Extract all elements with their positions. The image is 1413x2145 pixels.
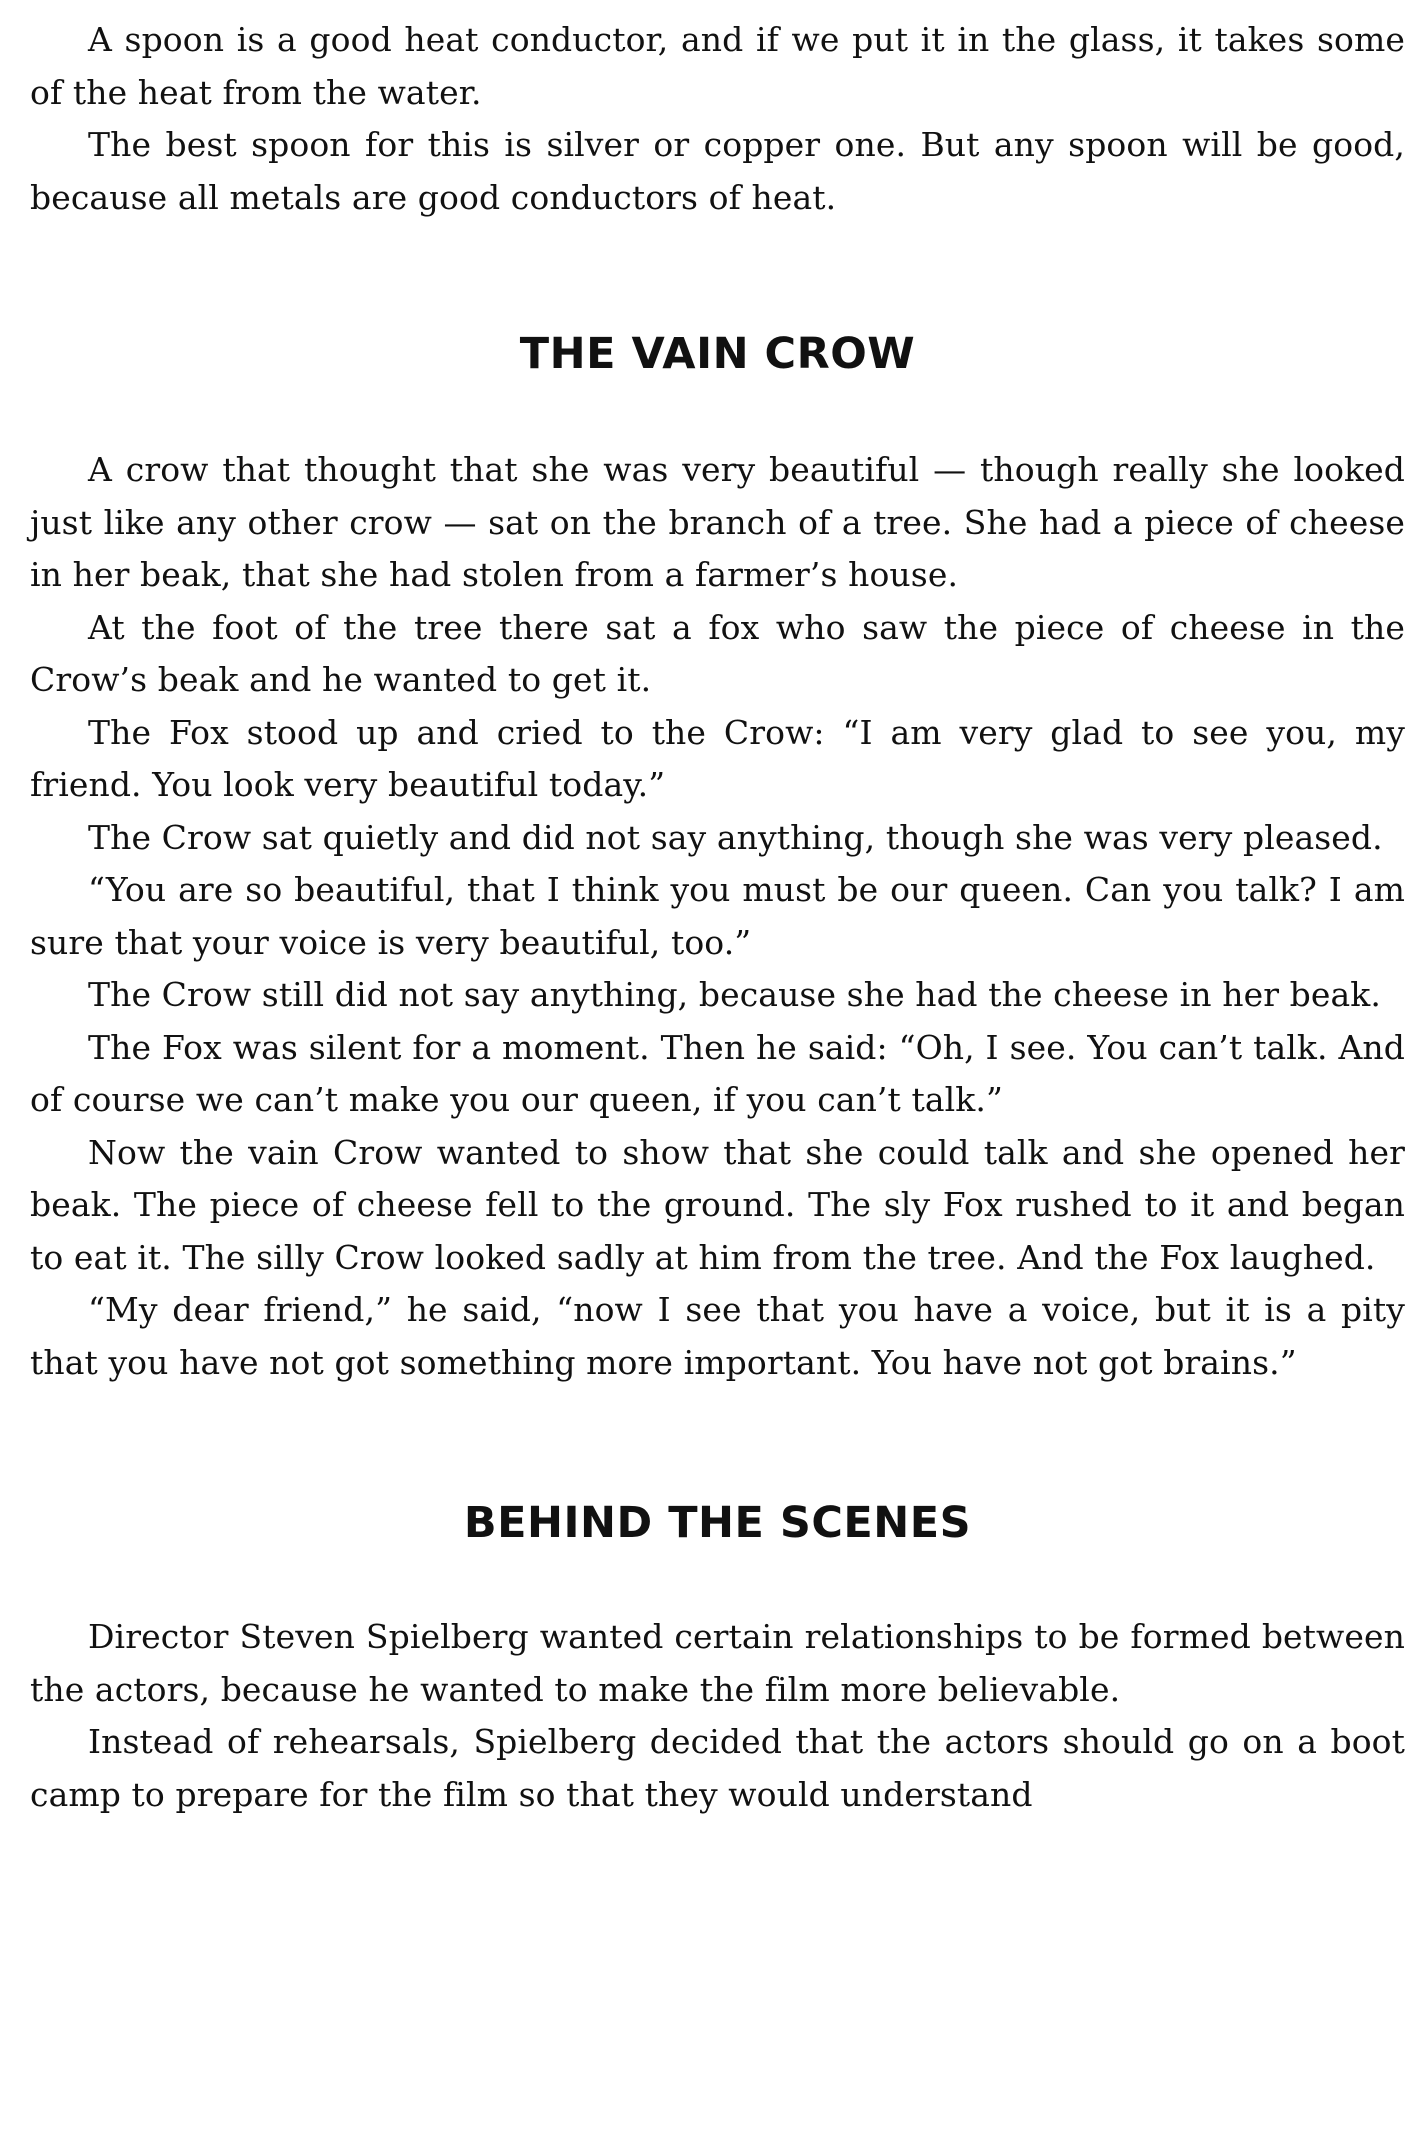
story-paragraph-3: The Fox stood up and cried to the Crow: “I am very glad to see you, my friend. You look very beautiful today.” [30,712,1405,804]
story-paragraph-4: The Crow sat quietly and did not say anything, though she was very pleased. [88,817,1383,857]
story-paragraph-6: The Crow still did not say anything, because she had the cheese in her beak. [88,975,1381,1014]
story-paragraph-7: The Fox was silent for a moment. Then he said: “Oh, I see. You can’t talk. And of course we can’t make you our queen, if you can’t talk.” [30,1027,1405,1119]
behind-title: BEHIND THE SCENES [463,1498,972,1548]
story-title: THE VAIN CROW [519,329,916,379]
intro-section [30,14,1405,224]
story-paragraph-1: A crow that thought that she was very beautiful — though really she looked just like any other crow — sat on the branch of a tree. She had a piece of cheese in her beak, that she had stolen from a farmer’s house. [30,450,1405,594]
document-page [30,14,1405,1821]
intro-paragraph-2: The best spoon for this is silver or copper one. But any spoon will be good, because all metals are good conductors of heat. [30,125,1405,217]
intro-paragraph-1: A spoon is a good heat conductor, and if we put it in the glass, it takes some of the heat from the water. [30,20,1405,112]
story-paragraph-2: At the foot of the tree there sat a fox who saw the piece of cheese in the Crow’s beak and he wanted to get it. [30,607,1405,699]
behind-section [30,1611,1405,1821]
story-section [30,444,1405,1389]
story-paragraph-9: “My dear friend,” he said, “now I see that you have a voice, but it is a pity that you have not got something more important. You have not got brains.” [30,1290,1405,1382]
story-paragraph-8: Now the vain Crow wanted to show that she could talk and she opened her beak. The piece of cheese fell to the ground. The sly Fox rushed to it and began to eat it. The silly Crow looked sadly at him from the tree. And the Fox laughed. [30,1132,1405,1277]
behind-paragraph-1: Director Steven Spielberg wanted certain relationships to be formed between the actors, because he wanted to make the film more believable. [30,1617,1405,1709]
story-paragraph-5: “You are so beautiful, that I think you must be our queen. Can you talk? I am sure that your voice is very beautiful, too.” [30,870,1405,962]
behind-paragraph-2: Instead of rehearsals, Spielberg decided that the actors should go on a boot camp to prepare for the film so that they would understand [30,1722,1405,1814]
